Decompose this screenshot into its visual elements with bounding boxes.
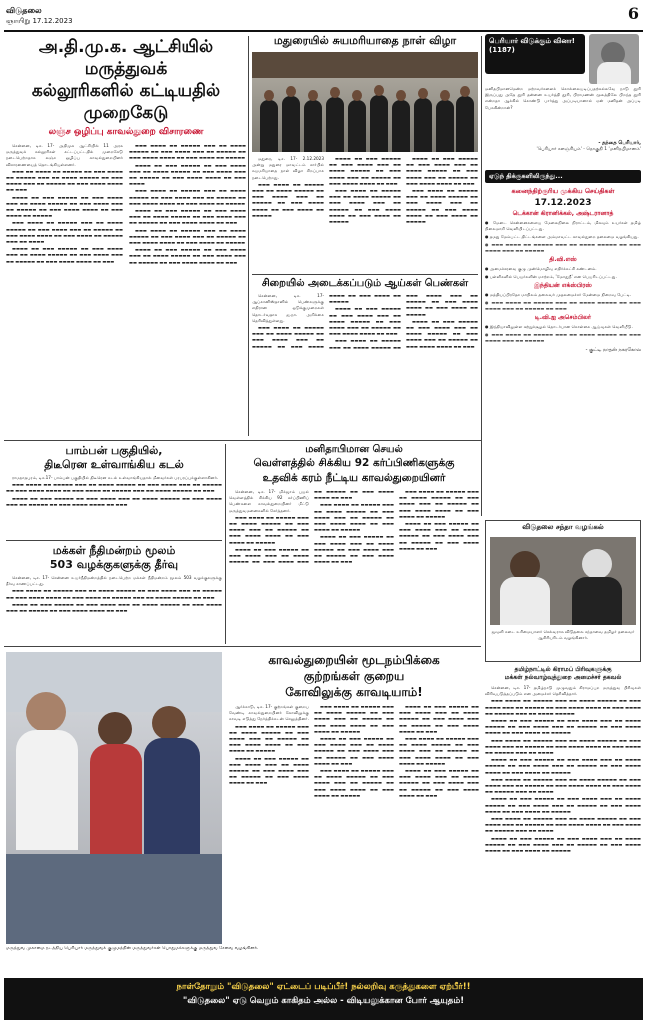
panel-tag: ஏடுந் திக்குகளிலிருந்து... xyxy=(485,170,641,183)
section-title: தி.வி.எஸ் xyxy=(549,256,577,263)
headline: வெள்ளத்தில் சிக்கிய 92 கர்ப்பிணிகளுக்கு உதவிக் கரம் நீட்டிய காவல்துறையினர் xyxy=(253,457,455,484)
medical-camp-photo xyxy=(6,652,222,944)
news-item: ● அமைச்சரவை குழு முன்மொழிவு எதிர்க்கட்சி கண்டனம். xyxy=(485,266,641,272)
story-peoples-court xyxy=(6,540,222,642)
story-rural-health xyxy=(485,666,641,966)
headline: மக்கள் நீதிமன்றம் மூலம் 503 வழக்குகளுக்கு தீர்வு xyxy=(49,544,179,571)
event-photo xyxy=(252,52,478,152)
box-title: விடுதலை சந்தா வழங்கல் xyxy=(522,523,604,531)
footer-banner xyxy=(4,978,643,1020)
column-divider xyxy=(248,36,249,436)
headline: காவல்துறையின் மூடநம்பிக்கை குற்றங்கள் குறைய கோவிலுக்கு காவடியாம்! xyxy=(268,653,440,699)
news-panel: ஏடுந் திக்குகளிலிருந்து... கனைந்திற்குரிய முக்கிய செய்திகள் 17.12.2023 டெக்கான் கிரானிக்கல், அஷ்டரானாத் ● மேடை சென்னைகளைய மேலைநிலை நிராட்டம், மிகவும் உயர்கள் தமிழ் நிலைமாறி வெளியிடப்பட்டது. ● தமது மேம்பட்ட திட்டங்களை அம்மாவட்ட காவல்துறை தலைமை வழங்கியது. ● ▬▬▬ ▬▬▬▬ ▬▬ ▬▬▬▬▬ ▬▬▬ ▬▬ ▬▬▬▬ ▬▬▬▬▬ ▬▬ ▬▬▬ ▬▬▬▬ ▬▬▬ ▬▬ ▬▬▬▬▬ தி.வி.எஸ் ● அமைச்சரவை குழு முன்மொழிவு எதிர்க்கட்சி கண்டனம். ● பள்ளிகளில் பெயர்களின் மாற்றம், 'மோதுநீ' என பெயரிடப்பட்டது. இந்தியன் எக்ஸ்பிரஸ் ● மத்தியப்பிரதேச மாநிலம் தலைவர் முதலமைச்சர் மேன்மை நிறைவு பேட்டி. ● ▬▬▬ ▬▬▬▬ ▬▬ ▬▬▬▬▬ ▬▬▬ ▬▬ ▬▬▬▬ ▬▬▬▬▬ ▬▬ ▬▬▬ ▬▬▬▬ ▬▬▬ ▬▬ ▬▬▬▬▬ ▬▬ ▬▬▬ டி.வி.ஐ அசெம்பிலர் ● இந்தியாவிலுள்ள சுற்றுச்சூழல் தொடர்பான கொள்கை ஆய்வுகள் வெளியீடு. ● ▬▬▬ ▬▬▬▬ ▬▬ ▬▬▬▬▬ ▬▬▬ ▬▬ ▬▬▬▬ ▬▬▬▬▬ ▬▬ ▬▬▬ ▬▬▬▬ ▬▬▬ ▬▬ ▬▬▬▬▬ - குட்டி நாதன் நகரகோல xyxy=(485,170,641,516)
box-text: மனிதபிமானமென்ற மற்றவர்களைக் கொல்லையடிப்பதற்கல்லவே நாடு தூரி இருப்பது அதே தூரி தன்னை உயர்த்தி தூரி, பிராமணன் மூலத்திலே பிறந்த தூரி என்றதா ஆக்கில் கொண்டு பார்த்து அப்படியானால் ஏன் மனிதன் அப்படி பேசுகின்றான்? xyxy=(485,86,641,110)
article-body: சென்னை, டிச. 17- மிக்ஜாம் புயல் வெள்ளத்தில் சிக்கிய 92 கர்ப்பிணிப் பெண்களை காவல்துறையினர் மீட்டு மருத்துவமனைகளில் சேர்த்தனர். ▬▬▬ ▬▬▬▬ ▬▬ ▬▬▬▬▬ ▬▬▬ ▬▬ ▬▬▬▬ ▬▬▬▬▬ ▬▬ ▬▬▬ ▬▬▬▬ ▬▬▬ ▬▬ ▬▬▬▬▬ ▬▬ ▬▬▬ ▬▬▬▬ ▬▬▬▬ ▬▬ ▬▬▬ ▬▬▬▬ ▬▬ ▬▬▬▬▬ ▬▬▬▬ ▬▬ ▬▬▬ ▬▬▬▬▬ ▬▬ ▬▬▬ ▬▬▬▬ ▬▬▬ ▬▬ ▬▬▬▬ ▬▬▬▬▬ ▬▬ ▬▬▬ ▬▬▬▬ ▬▬▬ ▬▬ ▬▬▬▬▬ ▬▬ ▬▬▬ ▬▬▬▬ ▬▬▬▬ ▬▬ ▬▬▬ ▬▬▬ ▬▬▬▬ ▬▬ ▬▬▬▬▬ ▬▬▬ ▬▬ ▬▬▬▬ ▬▬▬▬▬ ▬▬ ▬▬▬ ▬▬▬▬ ▬▬▬ ▬▬ ▬▬▬▬▬ ▬▬ ▬▬▬ ▬▬▬▬ ▬▬▬▬ ▬▬ ▬▬▬ ▬▬▬▬ ▬▬ ▬▬▬▬▬ ▬▬▬▬ ▬▬ ▬▬▬ ▬▬▬▬▬ ▬▬ ▬▬▬ ▬▬▬▬ ▬▬▬ ▬▬ ▬▬▬▬ ▬▬▬▬▬ ▬▬ ▬▬▬ ▬▬▬▬ ▬▬▬ ▬▬ ▬▬▬▬▬ ▬▬ ▬▬▬ ▬▬▬▬ ▬▬▬▬ ▬▬ ▬▬▬ ▬▬▬ ▬▬▬▬ ▬▬ ▬▬▬▬▬ ▬▬▬ ▬▬ ▬▬▬▬ ▬▬▬▬▬ ▬▬ ▬▬▬ ▬▬▬▬ ▬▬▬ ▬▬ ▬▬▬▬▬ ▬▬ ▬▬▬ ▬▬▬▬ ▬▬▬▬ ▬▬ ▬▬▬ ▬▬▬▬ ▬▬ ▬▬▬▬▬ ▬▬▬▬ ▬▬ ▬▬▬ ▬▬▬▬▬ ▬▬ ▬▬▬ ▬▬▬▬ ▬▬▬ ▬▬ ▬▬▬▬ ▬▬▬▬▬ ▬▬ ▬▬▬ ▬▬▬▬ ▬▬▬ ▬▬ ▬▬▬▬▬ ▬▬ ▬▬▬ ▬▬▬▬ ▬▬▬▬ ▬▬ ▬▬▬ xyxy=(229,489,479,565)
article-body: சென்னை, டிச. 17- தமிழ்நாடு முழுவதும் கிராமப்புற மருத்துவ பிரிவுகள் விரிவுபடுத்தப்படும் என அமைச்சர் தெரிவித்தார். ▬▬▬ ▬▬▬▬ ▬▬ ▬▬▬▬▬ ▬▬▬ ▬▬ ▬▬▬▬ ▬▬▬▬▬ ▬▬ ▬▬▬ ▬▬▬▬ ▬▬▬ ▬▬ ▬▬▬▬▬ ▬▬ ▬▬▬ ▬▬▬▬ ▬▬▬▬ ▬▬ ▬▬▬ ▬▬▬▬ ▬▬ ▬▬▬▬▬ ▬▬▬ ▬▬ ▬▬▬▬ ▬▬▬▬▬ ▬▬▬▬ ▬▬ ▬▬▬ ▬▬▬▬▬ ▬▬ ▬▬▬ ▬▬▬▬ ▬▬▬ ▬▬ ▬▬▬▬ ▬▬▬▬▬ ▬▬ ▬▬▬ ▬▬▬▬ ▬▬▬ ▬▬ ▬▬▬▬▬ ▬▬ ▬▬▬ ▬▬▬▬ ▬▬▬▬ ▬▬ ▬▬▬ ▬▬▬▬ ▬▬ ▬▬▬▬▬ ▬▬▬ ▬▬▬▬ ▬▬ ▬▬▬▬▬ ▬▬▬ ▬▬ ▬▬▬▬ ▬▬▬▬▬ ▬▬ ▬▬▬ ▬▬▬▬ ▬▬▬ ▬▬ ▬▬▬▬▬ ▬▬ ▬▬▬ ▬▬▬▬ ▬▬▬▬ ▬▬ ▬▬▬ ▬▬▬▬ ▬▬ ▬▬▬▬▬ ▬▬▬ ▬▬ ▬▬▬▬ ▬▬▬▬ ▬▬ ▬▬▬ ▬▬▬▬▬ ▬▬ ▬▬▬ ▬▬▬▬ ▬▬▬ ▬▬ ▬▬▬▬ ▬▬▬▬▬ ▬▬ ▬▬▬ ▬▬▬▬ ▬▬▬ ▬▬ ▬▬▬▬▬ ▬▬ ▬▬▬ ▬▬▬▬ ▬▬▬▬ ▬▬ ▬▬▬ ▬▬▬▬ ▬▬ ▬▬▬▬▬ ▬▬▬ ▬▬▬▬ ▬▬ ▬▬▬▬▬ ▬▬▬ ▬▬ ▬▬▬▬ ▬▬▬▬▬ ▬▬ ▬▬▬ ▬▬▬▬ ▬▬▬ ▬▬ ▬▬▬▬▬ ▬▬ ▬▬▬ ▬▬▬▬ ▬▬▬▬ ▬▬ ▬▬▬ ▬▬▬▬ ▬▬ ▬▬▬▬▬ ▬▬▬ ▬▬ ▬▬▬▬ ▬▬▬▬ ▬▬ ▬▬▬ ▬▬▬▬▬ ▬▬ ▬▬▬ ▬▬▬▬ ▬▬▬ ▬▬ ▬▬▬▬ ▬▬▬▬▬ ▬▬ ▬▬▬ ▬▬▬▬ ▬▬▬ ▬▬ ▬▬▬▬▬ ▬▬ ▬▬▬ ▬▬▬▬ ▬▬▬▬ ▬▬ ▬▬▬ ▬▬▬▬ ▬▬ ▬▬▬▬▬ ▬▬▬ ▬▬▬▬ ▬▬ ▬▬▬▬▬ ▬▬▬ ▬▬ ▬▬▬▬ ▬▬▬▬▬ ▬▬ ▬▬▬ ▬▬▬▬ ▬▬▬ ▬▬ ▬▬▬▬▬ ▬▬ ▬▬▬ ▬▬▬▬ ▬▬▬▬ ▬▬ ▬▬▬ ▬▬▬▬ ▬▬ ▬▬▬▬▬ ▬▬▬ ▬▬ ▬▬▬▬ ▬▬▬▬ ▬▬ ▬▬▬ ▬▬▬▬▬ ▬▬ ▬▬▬ ▬▬▬▬ ▬▬▬ ▬▬ ▬▬▬▬ ▬▬▬▬▬ ▬▬ ▬▬▬ ▬▬▬▬ ▬▬▬ ▬▬ ▬▬▬▬▬ ▬▬ ▬▬▬ ▬▬▬▬ ▬▬▬▬ ▬▬ ▬▬▬ ▬▬▬▬ ▬▬ ▬▬▬▬▬ xyxy=(485,685,641,854)
masthead xyxy=(6,6,73,26)
headline: தமிழ்நாட்டில் கிராமப் பிரிவுகளுக்கு மக்கள் நல்வாழ்வுத்துறை அமைச்சர் தகவல் xyxy=(504,666,622,681)
signature: - தந்தை பெரியார், xyxy=(598,140,641,146)
subscription-photo xyxy=(490,537,636,625)
story-self-respect-day xyxy=(252,34,478,270)
article-body: ஆர்க்காடு, டிச. 17- குற்றங்கள் குறைய வேண்டி காவல்துறையினர் கோவிலுக்கு காவடி எடுத்து நேர்த்திக்கடன் செலுத்தினர். ▬▬▬ ▬▬▬▬ ▬▬ ▬▬▬▬▬ ▬▬▬ ▬▬ ▬▬▬▬ ▬▬▬▬▬ ▬▬ ▬▬▬ ▬▬▬▬ ▬▬▬ ▬▬ ▬▬▬▬▬ ▬▬ ▬▬▬ ▬▬▬▬ ▬▬▬▬ ▬▬ ▬▬▬ ▬▬▬▬ ▬▬ ▬▬▬▬▬ ▬▬▬▬ ▬▬ ▬▬▬ ▬▬▬▬▬ ▬▬ ▬▬▬ ▬▬▬▬ ▬▬▬ ▬▬ ▬▬▬▬ ▬▬▬▬▬ ▬▬ ▬▬▬ ▬▬▬▬ ▬▬▬ ▬▬ ▬▬▬▬▬ ▬▬ ▬▬▬ ▬▬▬▬ ▬▬▬▬ ▬▬ ▬▬▬ ▬▬▬ ▬▬▬▬ ▬▬ ▬▬▬▬▬ ▬▬▬ ▬▬ ▬▬▬▬ ▬▬▬▬▬ ▬▬ ▬▬▬ ▬▬▬▬ ▬▬▬ ▬▬ ▬▬▬▬▬ ▬▬ ▬▬▬ ▬▬▬▬ ▬▬▬▬ ▬▬ ▬▬▬ ▬▬▬▬ ▬▬ ▬▬▬▬▬ ▬▬▬▬ ▬▬ ▬▬▬ ▬▬▬▬▬ ▬▬ ▬▬▬ ▬▬▬▬ ▬▬▬ ▬▬ ▬▬▬▬ ▬▬▬▬▬ ▬▬ ▬▬▬ ▬▬▬▬ ▬▬▬ ▬▬ ▬▬▬▬▬ ▬▬ ▬▬▬ ▬▬▬▬ ▬▬▬▬ ▬▬ ▬▬▬ ▬▬▬ ▬▬▬▬ ▬▬ ▬▬▬▬▬ ▬▬▬ ▬▬ ▬▬▬▬ ▬▬▬▬▬ ▬▬ ▬▬▬ ▬▬▬▬ ▬▬▬ ▬▬ ▬▬▬▬▬ ▬▬ ▬▬▬ ▬▬▬▬ ▬▬▬▬ ▬▬ ▬▬▬ ▬▬▬▬ ▬▬ ▬▬▬▬▬ ▬▬▬▬ ▬▬ ▬▬▬ ▬▬▬▬▬ ▬▬ ▬▬▬ ▬▬▬▬ ▬▬▬ ▬▬ ▬▬▬▬ ▬▬▬▬▬ ▬▬ ▬▬▬ ▬▬▬▬ ▬▬▬ ▬▬ ▬▬▬▬▬ ▬▬ ▬▬▬ ▬▬▬▬ ▬▬▬▬ ▬▬ ▬▬▬ ▬▬▬ ▬▬▬▬ ▬▬ ▬▬▬▬▬ ▬▬▬ ▬▬ ▬▬▬▬ ▬▬▬▬▬ ▬▬ ▬▬▬ ▬▬▬▬ ▬▬▬ ▬▬ ▬▬▬▬▬ ▬▬ ▬▬▬ ▬▬▬▬ ▬▬▬▬ ▬▬ ▬▬▬ ▬▬▬▬ ▬▬ ▬▬▬▬▬ ▬▬▬▬ ▬▬ ▬▬▬ ▬▬▬▬▬ ▬▬ ▬▬▬ ▬▬▬▬ ▬▬▬ ▬▬ ▬▬▬▬ ▬▬▬▬▬ ▬▬ ▬▬▬ ▬▬▬▬ ▬▬▬ ▬▬ ▬▬▬▬▬ ▬▬ ▬▬▬ ▬▬▬▬ ▬▬▬▬ ▬▬ ▬▬▬ xyxy=(229,704,479,798)
news-item: ● பள்ளிகளில் பெயர்களின் மாற்றம், 'மோதுநீ' என பெயரிடப்பட்டது. xyxy=(485,274,641,280)
panel-heading: கனைந்திற்குரிய முக்கிய செய்திகள் xyxy=(511,187,615,195)
story-pamban-sea xyxy=(6,444,222,536)
panel-credit: - குட்டி நாதன் நகரகோல xyxy=(585,347,641,353)
footer-line-2: "விடுதலை" ஏடு வெறும் காகிதம் அல்ல - விடியலுக்கான போர் ஆயுதம்! xyxy=(182,996,465,1006)
footer-line-1: நாள்தோறும் "விடுதலை" ஏட்டைப் படிப்பீர்! நல்லறிவு கருத்துகளை ஏற்பீர்!! xyxy=(176,982,471,992)
story-flood-rescue xyxy=(229,444,479,644)
story-medical-college xyxy=(6,36,246,436)
article-body: சென்னை, டிச. 17- அதிமுக ஆட்சியில் 11 அரசு மருத்துவக் கல்லூரிகள் கட்டப்பட்டதில் முறைகேடு நடைபெற்றதாக லஞ்ச ஒழிப்பு காவல்துறையினர் விசாரணையைத் தொடங்கியுள்ளனர். ▬▬▬ ▬▬ ▬▬▬▬ ▬▬ ▬▬▬▬▬ ▬▬ ▬▬▬ ▬▬▬▬ ▬▬ ▬▬▬▬▬ ▬▬▬ ▬▬ ▬▬▬▬ ▬▬▬▬▬ ▬▬ ▬▬▬ ▬▬▬▬ ▬▬▬ ▬▬ ▬▬▬▬▬ ▬▬ ▬▬▬ ▬▬▬▬ ▬▬▬▬ ▬▬ ▬▬▬ ▬▬▬▬ ▬▬ ▬▬▬ ▬▬▬▬▬ ▬▬ ▬▬▬ ▬▬▬▬ ▬▬▬ ▬▬ ▬▬▬▬ ▬▬▬▬▬ ▬▬ ▬▬▬ ▬▬▬▬ ▬▬▬ ▬▬ ▬▬▬▬▬ ▬▬ ▬▬▬ ▬▬▬▬ ▬▬▬▬ ▬▬ ▬▬▬ ▬▬▬▬ ▬▬ ▬▬▬▬▬ ▬▬▬ ▬▬▬▬ ▬▬ ▬▬▬▬▬ ▬▬▬ ▬▬ ▬▬▬▬ ▬▬▬▬▬ ▬▬ ▬▬▬ ▬▬▬▬ ▬▬▬ ▬▬ ▬▬▬▬▬ ▬▬ ▬▬▬ ▬▬▬▬ ▬▬▬▬ ▬▬ ▬▬▬ ▬▬▬▬ ▬▬ ▬▬▬▬▬ ▬▬▬ ▬▬ ▬▬▬▬ ▬▬▬▬ ▬▬ ▬▬▬ ▬▬▬▬▬ ▬▬ ▬▬▬ ▬▬▬▬ ▬▬▬ ▬▬ ▬▬▬▬ ▬▬▬▬▬ ▬▬ ▬▬▬ ▬▬▬▬ ▬▬▬ ▬▬ ▬▬▬▬▬ ▬▬ ▬▬▬ ▬▬▬▬ ▬▬▬▬ ▬▬ ▬▬▬ ▬▬▬ ▬▬▬▬ ▬▬ ▬▬▬▬▬ ▬▬▬ ▬▬ ▬▬▬▬ ▬▬▬▬▬ ▬▬ ▬▬▬ ▬▬▬▬ ▬▬▬ ▬▬ ▬▬▬▬▬ ▬▬ ▬▬▬ ▬▬▬▬ ▬▬▬▬ ▬▬ ▬▬▬ ▬▬▬▬ ▬▬ ▬▬▬▬▬ ▬▬▬▬ ▬▬ ▬▬▬ ▬▬▬▬▬ ▬▬ ▬▬▬ ▬▬▬▬ ▬▬▬ ▬▬ ▬▬▬▬ ▬▬▬▬▬ ▬▬ ▬▬▬ ▬▬▬▬ ▬▬▬ ▬▬ ▬▬▬▬▬ ▬▬ ▬▬▬ ▬▬▬▬ ▬▬▬▬ ▬▬ ▬▬▬ ▬▬▬▬ ▬▬▬ ▬▬▬▬ ▬▬ ▬▬▬▬▬ ▬▬▬ ▬▬ ▬▬▬▬ ▬▬▬▬▬ ▬▬ ▬▬▬ ▬▬▬▬ ▬▬▬ ▬▬ ▬▬▬▬▬ ▬▬ ▬▬▬ ▬▬▬▬ ▬▬▬▬ ▬▬ ▬▬▬ ▬▬▬▬ ▬▬ ▬▬▬▬▬ ▬▬▬▬ ▬▬ ▬▬▬ ▬▬▬▬▬ ▬▬ ▬▬▬ ▬▬▬▬ ▬▬▬ ▬▬ ▬▬▬▬ ▬▬▬▬▬ ▬▬ ▬▬▬ ▬▬▬▬ ▬▬▬ ▬▬ ▬▬▬▬▬ ▬▬ ▬▬▬ ▬▬▬▬ ▬▬▬▬ ▬▬ ▬▬▬ ▬▬▬ ▬▬▬▬ ▬▬ ▬▬▬▬▬ ▬▬▬ ▬▬ ▬▬▬▬ ▬▬▬▬▬ ▬▬ ▬▬▬ ▬▬▬▬ ▬▬▬ ▬▬ ▬▬▬▬▬ ▬▬ ▬▬▬ ▬▬▬▬ ▬▬▬▬ ▬▬ ▬▬▬ ▬▬▬▬ ▬▬ ▬▬▬▬▬ ▬▬▬▬ ▬▬ ▬▬▬ ▬▬▬▬▬ ▬▬ ▬▬▬ ▬▬▬▬ ▬▬▬ ▬▬ ▬▬▬▬ ▬▬▬▬▬ ▬▬ ▬▬▬ ▬▬▬▬ ▬▬▬ ▬▬ ▬▬▬▬▬ ▬▬ ▬▬▬ ▬▬▬▬ ▬▬▬▬ ▬▬ ▬▬▬ xyxy=(6,143,246,265)
periyar-question-box xyxy=(485,34,641,166)
page-number: 6 xyxy=(627,4,639,23)
masthead-name: விடுதலை xyxy=(6,6,42,15)
section-title: டி.வி.ஐ அசெம்பிலர் xyxy=(534,314,592,321)
column-divider xyxy=(481,36,482,516)
headline: பாம்பன் பகுதியில், திடீரென உள்வாங்கிய கடல் xyxy=(44,444,184,471)
section-title: டெக்கான் கிரானிக்கல், அஷ்டரானாத் xyxy=(512,210,614,217)
subscription-box xyxy=(485,520,641,662)
article-body: சென்னை, டிச. 17- ஆப்கானிஸ்தானில் பெண்களுக்கு எதிரான ஒடுக்குமுறைகள் தொடர்வதாக ஐ.நா. அறிக்கை தெரிவித்துள்ளது. ▬▬▬ ▬▬▬▬ ▬▬ ▬▬▬▬▬ ▬▬▬ ▬▬ ▬▬▬▬ ▬▬▬▬▬ ▬▬ ▬▬▬ ▬▬▬▬ ▬▬▬ ▬▬ ▬▬▬▬▬ ▬▬ ▬▬▬ ▬▬▬▬ ▬▬▬▬ ▬▬ ▬▬▬ ▬▬▬▬ ▬▬ ▬▬▬▬▬ ▬▬▬▬ ▬▬ ▬▬▬ ▬▬▬▬▬ ▬▬ ▬▬▬ ▬▬▬▬ ▬▬▬ ▬▬ ▬▬▬▬ ▬▬▬▬▬ ▬▬ ▬▬▬ ▬▬▬▬ ▬▬▬ ▬▬ ▬▬▬▬▬ ▬▬ ▬▬▬ ▬▬▬▬ ▬▬▬▬ ▬▬ ▬▬▬ ▬▬▬ ▬▬▬▬ ▬▬ ▬▬▬▬▬ ▬▬▬ ▬▬ ▬▬▬▬ ▬▬▬▬▬ ▬▬ ▬▬▬ ▬▬▬▬ ▬▬▬ ▬▬ ▬▬▬▬▬ ▬▬ ▬▬▬ ▬▬▬▬ ▬▬▬▬ ▬▬ ▬▬▬ ▬▬▬▬ ▬▬ ▬▬▬▬▬ ▬▬▬▬ ▬▬ ▬▬▬ ▬▬▬▬▬ ▬▬ ▬▬▬ ▬▬▬▬ ▬▬▬ ▬▬ ▬▬▬▬ ▬▬▬▬▬ ▬▬ ▬▬▬ ▬▬▬▬ ▬▬▬ ▬▬ ▬▬▬▬▬ ▬▬ ▬▬▬ ▬▬▬▬ ▬▬▬▬ ▬▬ ▬▬▬ xyxy=(252,293,478,350)
news-item: ● மேடை சென்னைகளைய மேலைநிலை நிராட்டம், மிகவும் உயர்கள் தமிழ் நிலைமாறி வெளியிடப்பட்டது. xyxy=(485,220,641,232)
box-title: பெரியார் விடுக்கும் வினா! (1187) xyxy=(485,34,585,74)
section-title: இந்தியன் எக்ஸ்பிரஸ் xyxy=(534,282,592,289)
headline: மதுரையில் சுயமரியாதை நாள் விழா xyxy=(273,34,457,47)
headline: சிறையில் அடைக்கப்படும் ஆய்கள் பெண்கள் xyxy=(261,278,469,289)
source: 'பெரியார் களஞ்சியம்' - தொகுதி 1 'மனிதபிமானம்' xyxy=(536,147,641,152)
photo-caption: ஜவுளி கடை உரிமையாளர் செல்வராசு விடுதலை சந்தாவை தமிழர் தலைவர் ஆசிரியரிடம் வழங்கினார். xyxy=(491,629,635,641)
periyar-portrait xyxy=(589,34,639,84)
news-item: ● மத்தியப்பிரதேச மாநிலம் தலைவர் முதலமைச்சர் மேன்மை நிறைவு பேட்டி. xyxy=(485,292,641,298)
masthead-date: ஞாயிறு 17.12.2023 xyxy=(6,17,73,25)
photo-caption: மருத்துவ முகாமை நடத்திய பெரியார் மருத்துவக் குழுமத்தின் மருத்துவர்கள் பொதுமக்களுக்கு மருத்துவ சேவை வழங்கினர். xyxy=(6,946,259,951)
news-item: ● தமது மேம்பட்ட திட்டங்களை அம்மாவட்ட காவல்துறை தலைமை வழங்கியது. xyxy=(485,234,641,240)
kicker: மனிதாபிமான செயல் xyxy=(305,444,403,455)
masthead-rule xyxy=(4,30,643,32)
article-body: சென்னை, டிச. 17- சென்னை உயர்நீதிமன்றத்தில் நடைபெற்ற மக்கள் நீதிமன்றம் மூலம் 503 வழக்குகளுக்கு தீர்வு காணப்பட்டது. ▬▬▬ ▬▬▬▬ ▬▬ ▬▬▬▬▬ ▬▬▬ ▬▬ ▬▬▬▬ ▬▬▬▬▬ ▬▬ ▬▬▬ ▬▬▬▬ ▬▬▬ ▬▬ ▬▬▬▬▬ ▬▬ ▬▬▬ ▬▬▬▬ ▬▬▬▬ ▬▬ ▬▬▬ ▬▬▬▬ ▬▬ ▬▬▬▬▬ ▬▬▬ ▬▬ ▬▬▬▬ ▬▬▬▬▬ ▬▬ ▬▬▬ ▬▬▬▬ ▬▬ ▬▬▬ ▬▬▬▬▬ ▬▬ ▬▬▬ ▬▬▬▬ ▬▬▬ ▬▬ ▬▬▬▬ ▬▬▬▬▬ ▬▬ ▬▬▬ ▬▬▬▬ ▬▬▬ ▬▬ ▬▬▬▬▬ ▬▬ ▬▬▬ ▬▬▬▬ ▬▬▬▬ ▬▬ ▬▬▬ xyxy=(6,575,222,614)
news-item: ● இந்தியாவிலுள்ள சுற்றுச்சூழல் தொடர்பான கொள்கை ஆய்வுகள் வெளியீடு. xyxy=(485,324,641,330)
article-body: ராமநாதபுரம், டிச.17- பாம்பன் பகுதியில் திடீரென கடல் உள்வாங்கியதால் மீனவர்கள் பரபரப்புக்குள்ளாகினர். ▬▬▬ ▬▬▬▬ ▬▬ ▬▬▬▬▬ ▬▬▬ ▬▬ ▬▬▬▬ ▬▬▬▬▬ ▬▬ ▬▬▬ ▬▬▬▬ ▬▬▬ ▬▬ ▬▬▬▬▬ ▬▬ ▬▬▬ ▬▬▬▬ ▬▬▬▬ ▬▬ ▬▬▬ ▬▬▬▬ ▬▬ ▬▬▬▬▬ ▬▬▬ ▬▬ ▬▬▬▬ ▬▬▬▬▬ ▬▬ ▬▬▬ ▬▬▬▬ ▬▬ ▬▬▬ ▬▬▬▬▬ ▬▬ ▬▬▬ ▬▬▬▬ ▬▬▬ ▬▬ ▬▬▬▬ ▬▬▬▬▬ ▬▬ ▬▬▬ ▬▬▬▬ ▬▬▬ ▬▬ ▬▬▬▬▬ ▬▬ ▬▬▬ ▬▬▬▬ ▬▬▬▬ ▬▬ ▬▬▬ xyxy=(6,475,222,507)
story-afghan-women xyxy=(252,274,478,436)
panel-date: 17.12.2023 xyxy=(534,198,592,208)
headline: அ.தி.மு.க. ஆட்சியில் மருத்துவக் கல்லூரிகளில் கட்டியதில் முறைகேடு xyxy=(31,37,221,123)
subhead: லஞ்ச ஒழிப்பு காவல்துறை விசாரணை xyxy=(48,127,204,137)
article-body: மதுரை, டிச. 17- 2.12.2023 அன்று மதுரை மாவட்டம் சார்பில் சுயமரியாதை நாள் விழா சிறப்பாக நடைபெற்றது. ▬▬▬ ▬▬▬▬ ▬▬ ▬▬▬▬▬ ▬▬▬ ▬▬ ▬▬▬▬ ▬▬▬▬▬ ▬▬ ▬▬▬ ▬▬▬▬ ▬▬▬ ▬▬ ▬▬▬▬▬ ▬▬ ▬▬▬ ▬▬▬▬ ▬▬▬▬ ▬▬ ▬▬▬ ▬▬▬▬ ▬▬ ▬▬▬▬▬ ▬▬▬▬ ▬▬ ▬▬▬ ▬▬▬▬▬ ▬▬ ▬▬▬ ▬▬▬▬ ▬▬▬ ▬▬ ▬▬▬▬ ▬▬▬▬▬ ▬▬ ▬▬▬ ▬▬▬▬ ▬▬▬ ▬▬ ▬▬▬▬▬ ▬▬ ▬▬▬ ▬▬▬▬ ▬▬▬▬ ▬▬ ▬▬▬ ▬▬▬ ▬▬▬▬ ▬▬ ▬▬▬▬▬ ▬▬▬ ▬▬ ▬▬▬▬ ▬▬▬▬▬ ▬▬ ▬▬▬ ▬▬▬▬ ▬▬▬ ▬▬ ▬▬▬▬▬ ▬▬ ▬▬▬ ▬▬▬▬ ▬▬▬▬ ▬▬ ▬▬▬ ▬▬▬▬ ▬▬ ▬▬▬▬▬ ▬▬▬▬ ▬▬ ▬▬▬ ▬▬▬▬▬ ▬▬ ▬▬▬ ▬▬▬▬ ▬▬▬ ▬▬ ▬▬▬▬ ▬▬▬▬▬ ▬▬ ▬▬▬ ▬▬▬▬ ▬▬▬ ▬▬ ▬▬▬▬▬ ▬▬ ▬▬▬ ▬▬▬▬ ▬▬▬▬ ▬▬ ▬▬▬ ▬▬▬ ▬▬▬▬ ▬▬ ▬▬▬▬▬ ▬▬▬ ▬▬ ▬▬▬▬ ▬▬▬▬▬ ▬▬ ▬▬▬ ▬▬▬▬ ▬▬▬ ▬▬ ▬▬▬▬▬ ▬▬ ▬▬▬ ▬▬▬▬ ▬▬▬▬ ▬▬ ▬▬▬ ▬▬▬▬ ▬▬ ▬▬▬▬▬ xyxy=(252,156,478,225)
story-police-superstition xyxy=(229,652,479,944)
